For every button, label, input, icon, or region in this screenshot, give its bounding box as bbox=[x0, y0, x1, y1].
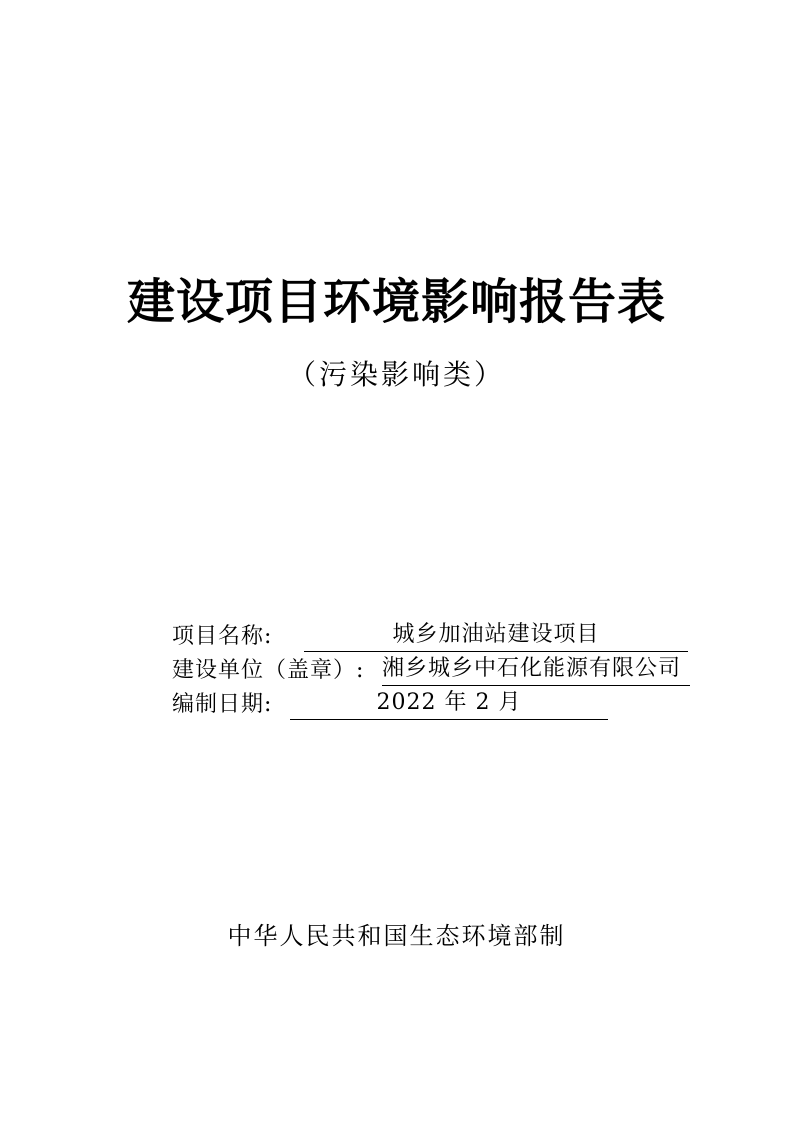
project-info-block bbox=[172, 620, 732, 722]
builder-row bbox=[172, 654, 732, 688]
project-name-label: 项目名称: bbox=[172, 624, 273, 649]
builder-label: 建设单位（盖章）: bbox=[172, 658, 365, 683]
document-subtitle: （污染影响类） bbox=[287, 358, 505, 391]
project-name-value: 城乡加油站建设项目 bbox=[304, 620, 688, 652]
date-label: 编制日期: bbox=[172, 692, 273, 717]
issuer-footer: 中华人民共和国生态环境部制 bbox=[227, 922, 566, 950]
builder-value: 湘乡城乡中石化能源有限公司 bbox=[382, 654, 690, 686]
project-name-row bbox=[172, 620, 732, 654]
document-title: 建设项目环境影响报告表 bbox=[126, 274, 666, 330]
date-value: 2022 年 2 月 bbox=[290, 688, 608, 720]
date-row bbox=[172, 688, 732, 722]
